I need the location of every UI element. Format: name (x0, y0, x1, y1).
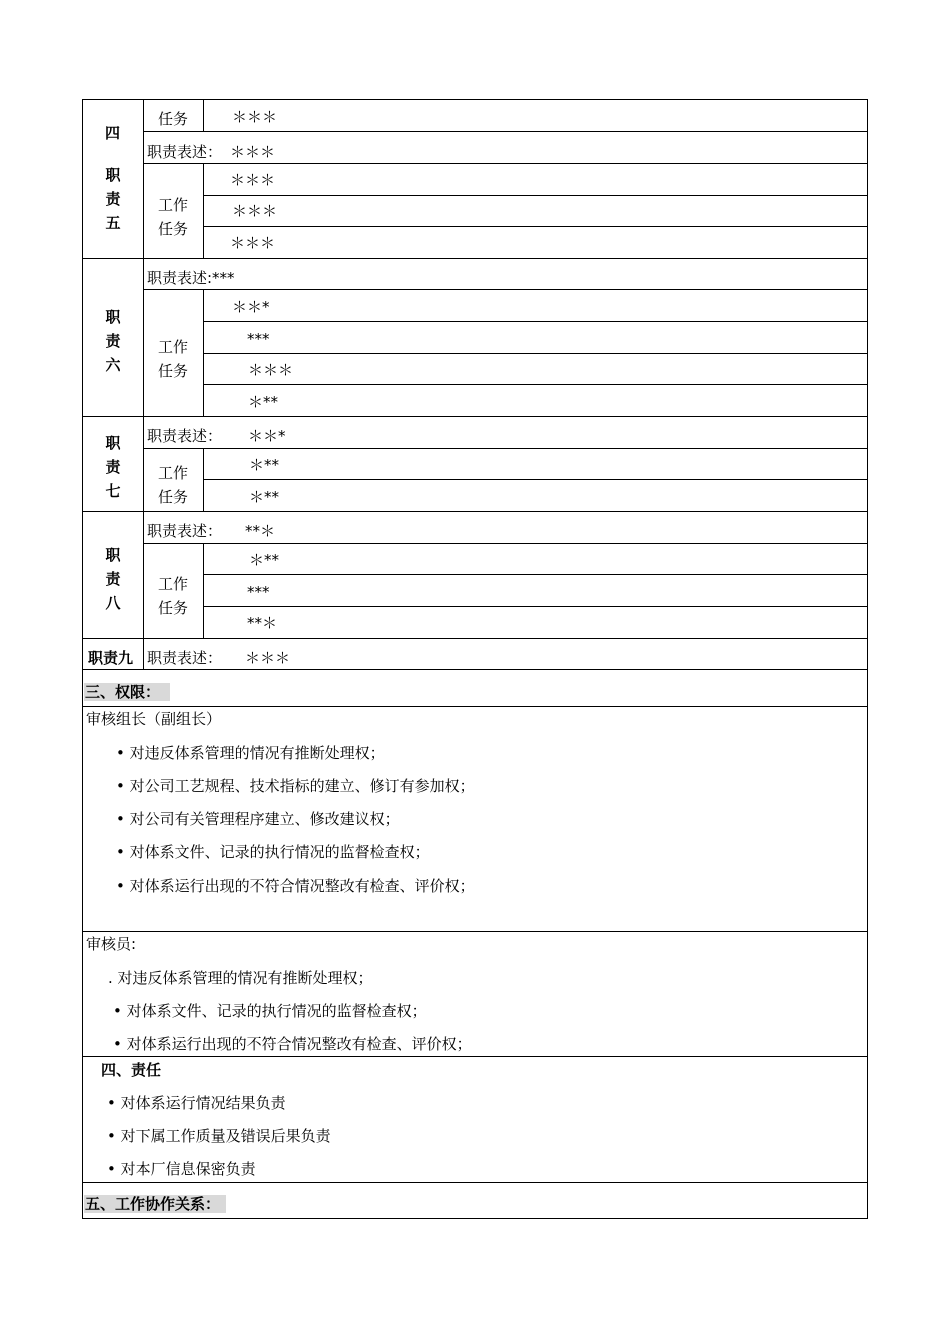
duty6-task-4: ＊** (248, 393, 279, 411)
leader-item-4: • 对体系文件、记录的执行情况的监督检查权； (116, 843, 430, 861)
duty5-task-2: ＊＊＊ (232, 202, 278, 220)
table-border (82, 1182, 868, 1183)
table-border (203, 163, 204, 259)
table-border (203, 479, 868, 480)
duty6-label: 职 责 六 (105, 308, 121, 374)
table-border (203, 543, 204, 639)
duty9-desc-label: 职责表述： (147, 649, 223, 667)
table-border (82, 99, 83, 1219)
table-border (203, 448, 204, 512)
table-border (203, 321, 868, 322)
table-border (82, 416, 868, 417)
auditor-item-2: • 对体系文件、记录的执行情况的监督检查权； (113, 1002, 427, 1020)
table-border (203, 606, 868, 607)
duty6-desc: 职责表述:*** (147, 269, 235, 287)
table-border (82, 931, 868, 932)
duty5-task-1: ＊＊＊ (230, 171, 276, 189)
duty4-label: 四 (105, 124, 121, 142)
table-border (867, 99, 868, 1219)
table-border (143, 131, 868, 132)
leader-item-3: • 对公司有关管理程序建立、修改建议权； (116, 810, 400, 828)
table-border (203, 99, 204, 132)
duty8-task-2: *** (247, 583, 270, 601)
duty7-desc-label: 职责表述： (147, 427, 223, 445)
duty5-desc: ＊＊＊ (230, 143, 276, 161)
table-border (82, 99, 868, 100)
leader-item-2: • 对公司工艺规程、技术指标的建立、修订有参加权； (116, 777, 475, 795)
duty7-task-2: ＊** (249, 488, 280, 506)
duty5-label: 职 责 五 (105, 166, 121, 232)
duty7-task-1: ＊** (249, 456, 280, 474)
duty5-desc-label: 职责表述： (147, 143, 223, 161)
duty7-desc: ＊＊* (248, 427, 286, 445)
responsibility-item-1: • 对体系运行情况结果负责 (107, 1094, 286, 1112)
leader-title: 审核组长（副组长） (86, 710, 222, 728)
duty8-task-label: 工作 任务 (158, 575, 189, 617)
duty6-task-2: *** (247, 330, 270, 348)
duty7-label: 职 责 七 (105, 434, 121, 500)
duty8-task-1: ＊** (249, 551, 280, 569)
duty7-task-label: 工作 任务 (158, 464, 189, 506)
table-border (203, 195, 868, 196)
duty8-task-3: **＊ (247, 614, 278, 632)
duty6-task-label: 工作 任务 (158, 338, 189, 380)
duty4-task: ＊＊＊ (232, 108, 278, 126)
duty8-desc-label: 职责表述： (147, 522, 223, 540)
duty9-label: 职责九 (88, 649, 134, 667)
duty8-label: 职 责 八 (105, 546, 121, 612)
table-border (203, 384, 868, 385)
table-border (203, 226, 868, 227)
authority-heading: 三、权限： (85, 683, 161, 701)
duty6-task-1: ＊＊* (232, 298, 270, 316)
table-border (82, 258, 868, 259)
table-border (82, 1056, 868, 1057)
table-border (82, 511, 868, 512)
table-border (203, 574, 868, 575)
duty9-desc: ＊＊＊ (245, 649, 291, 667)
duty5-task-3: ＊＊＊ (230, 234, 276, 252)
responsibility-item-3: • 对本厂信息保密负责 (107, 1160, 256, 1178)
leader-item-1: • 对违反体系管理的情况有推断处理权； (116, 744, 385, 762)
table-border (203, 289, 204, 417)
table-border (82, 706, 868, 707)
table-border (143, 289, 868, 290)
table-border (143, 163, 868, 164)
auditor-item-1: . 对违反体系管理的情况有推断处理权； (108, 969, 373, 987)
responsibility-item-2: • 对下属工作质量及错误后果负责 (107, 1127, 331, 1145)
responsibility-heading: 四、责任 (101, 1061, 162, 1079)
table-border (82, 1218, 868, 1219)
table-border (203, 353, 868, 354)
auditor-title: 审核员: (86, 935, 137, 953)
duty8-desc: **＊ (245, 522, 276, 540)
cooperation-heading: 五、工作协作关系： (85, 1195, 221, 1213)
table-border (143, 99, 144, 670)
leader-item-5: • 对体系运行出现的不符合情况整改有检查、评价权； (116, 877, 475, 895)
duty6-task-3: ＊＊＊ (248, 361, 294, 379)
table-border (143, 543, 868, 544)
auditor-item-3: • 对体系运行出现的不符合情况整改有检查、评价权； (113, 1035, 472, 1053)
table-border (82, 638, 868, 639)
table-border (143, 448, 868, 449)
duty5-task-label: 工作 任务 (158, 196, 189, 238)
duty4-task-label: 任务 (158, 110, 189, 128)
table-border (82, 669, 868, 670)
